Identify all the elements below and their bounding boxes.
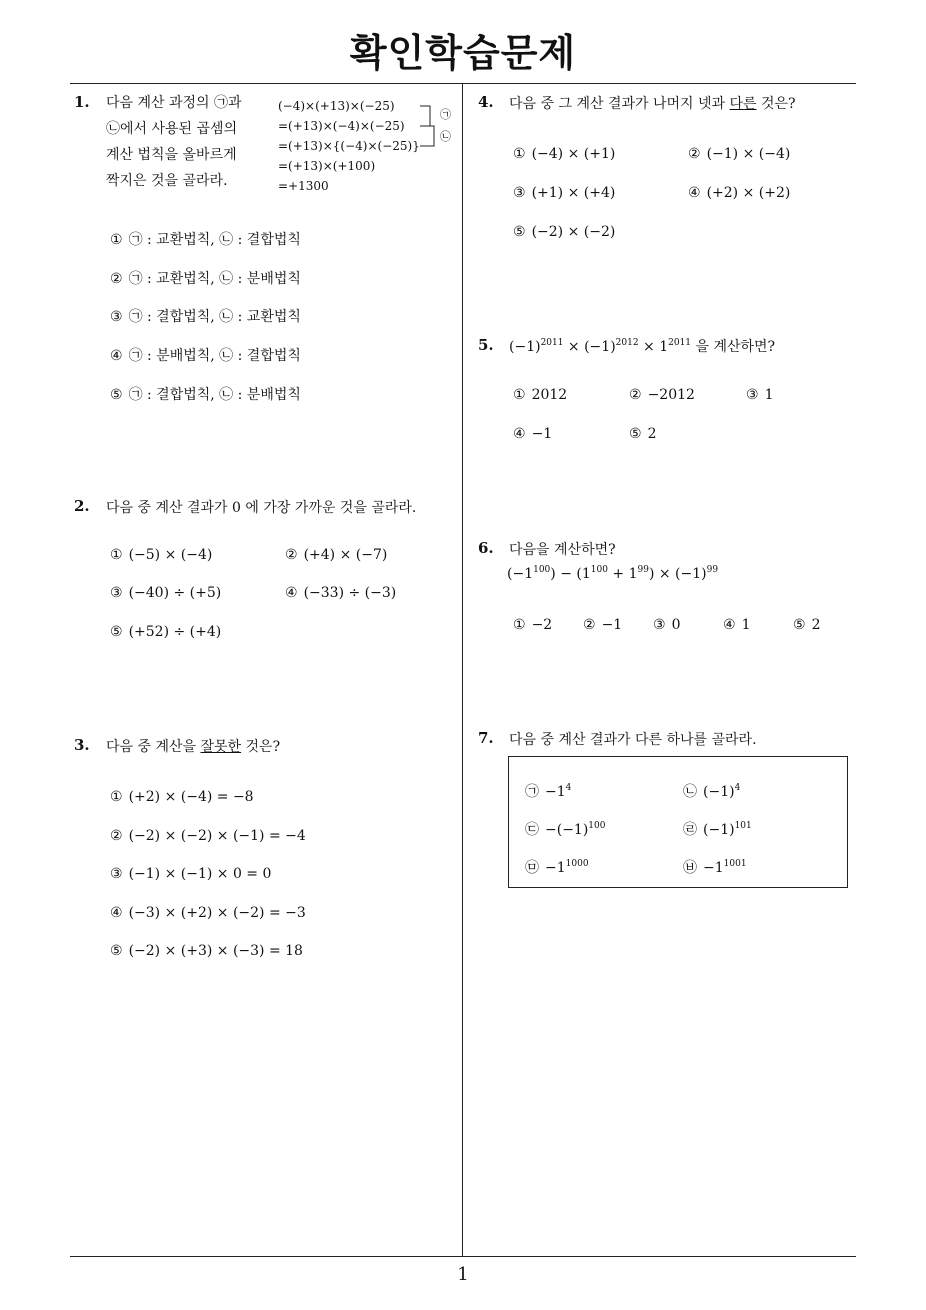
option-2[interactable]: ② (−1) × (−4) <box>688 146 791 162</box>
option-3[interactable]: ③ (−40) ÷ (+5) <box>110 585 222 601</box>
question-text: 다음 계산 과정의 ㉠과 ㉡에서 사용된 곱셈의 계산 법칙을 올바르게 짝지은 것을 골라라. <box>106 95 242 189</box>
option-4[interactable]: ④ (−33) ÷ (−3) <box>285 585 397 601</box>
question-number: 6. <box>478 539 494 557</box>
option-3[interactable]: ③ 1 <box>746 387 774 403</box>
question-number: 1. <box>74 93 90 111</box>
page-number: 1 <box>457 1264 469 1285</box>
bracket-label-a: ㉠ <box>440 108 451 121</box>
underlined-keyword: 잘못한 <box>200 739 242 755</box>
option-4[interactable]: ④ (−3) × (+2) × (−2) = −3 <box>110 905 306 921</box>
question-number: 4. <box>478 93 494 111</box>
option-1[interactable]: ① (−4) × (+1) <box>513 146 616 162</box>
option-3[interactable]: ③ ㉠ : 결합법칙, ㉡ : 교환법칙 <box>110 309 301 325</box>
option-2[interactable]: ② (+4) × (−7) <box>285 547 388 563</box>
step-brackets <box>418 100 438 150</box>
option-5[interactable]: ⑤ ㉠ : 결합법칙, ㉡ : 분배법칙 <box>110 387 301 403</box>
choice-d[interactable]: ㉣ $(-1)^{101}$ <box>683 821 752 838</box>
question-text: 다음 중 계산을 잘못한 것은? <box>106 739 281 755</box>
column-divider <box>462 84 463 1256</box>
question-number: 7. <box>478 729 494 747</box>
question-expression: $(-1)^{2011} \times (-1)^{2012} \times 1^{2011}$ 을 계산하면? <box>509 338 776 355</box>
option-1[interactable]: ① ㉠ : 교환법칙, ㉡ : 결합법칙 <box>110 232 301 248</box>
option-3[interactable]: ③ (+1) × (+4) <box>513 185 616 201</box>
question-text: 다음 중 계산 결과가 다른 하나를 골라라. <box>509 732 757 748</box>
option-5[interactable]: ⑤ 2 <box>793 617 821 633</box>
option-5[interactable]: ⑤ (−2) × (−2) <box>513 224 616 240</box>
option-2[interactable]: ② (−2) × (−2) × (−1) = −4 <box>110 828 306 844</box>
option-5[interactable]: ⑤ 2 <box>629 426 657 442</box>
option-1[interactable]: ① −2 <box>513 617 553 633</box>
page-title: 확인학습문제 <box>349 31 577 75</box>
option-5[interactable]: ⑤ (−2) × (+3) × (−3) = 18 <box>110 943 303 959</box>
bracket-label-b: ㉡ <box>440 130 451 143</box>
choice-c[interactable]: ㉢ $-(-1)^{100}$ <box>525 821 606 838</box>
option-5[interactable]: ⑤ (+52) ÷ (+4) <box>110 624 222 640</box>
option-1[interactable]: ① 2012 <box>513 387 568 403</box>
option-2[interactable]: ② −2012 <box>629 387 695 403</box>
option-3[interactable]: ③ 0 <box>653 617 681 633</box>
option-3[interactable]: ③ (−1) × (−1) × 0 = 0 <box>110 866 272 882</box>
option-1[interactable]: ① (+2) × (−4) = −8 <box>110 789 254 805</box>
question-number: 5. <box>478 336 494 354</box>
choice-b[interactable]: ㉡ $(-1)^4$ <box>683 783 741 800</box>
underlined-keyword: 다른 <box>729 96 757 112</box>
option-4[interactable]: ④ −1 <box>513 426 553 442</box>
question-text: 다음을 계산하면? <box>509 542 616 558</box>
choices-box <box>508 756 848 888</box>
option-2[interactable]: ② −1 <box>583 617 623 633</box>
footer-divider <box>70 1256 856 1257</box>
question-expression: $(-1^{100}) - (1^{100} + 1^{99}) \times (-1)^{99}$ <box>507 565 719 582</box>
question-text: 다음 중 계산 결과가 0 에 가장 가까운 것을 골라라. <box>106 500 417 516</box>
calculation-steps: (−4)×(+13)×(−25) =(+13)×(−4)×(−25) =(+13)×{(−4)×(−25)} =(+13)×(+100) =+1300 <box>278 99 420 193</box>
question-number: 3. <box>74 736 90 754</box>
question-number: 2. <box>74 497 90 515</box>
option-2[interactable]: ② ㉠ : 교환법칙, ㉡ : 분배법칙 <box>110 271 301 287</box>
question-text: 다음 중 그 계산 결과가 나머지 넷과 다른 것은? <box>509 96 796 112</box>
option-4[interactable]: ④ 1 <box>723 617 751 633</box>
option-4[interactable]: ④ (+2) × (+2) <box>688 185 791 201</box>
choice-a[interactable]: ㉠ $-1^4$ <box>525 783 572 800</box>
option-1[interactable]: ① (−5) × (−4) <box>110 547 213 563</box>
choice-e[interactable]: ㉤ $-1^{1000}$ <box>525 859 589 876</box>
choice-f[interactable]: ㉥ $-1^{1001}$ <box>683 859 747 876</box>
option-4[interactable]: ④ ㉠ : 분배법칙, ㉡ : 결합법칙 <box>110 348 301 364</box>
header-divider <box>70 83 856 84</box>
